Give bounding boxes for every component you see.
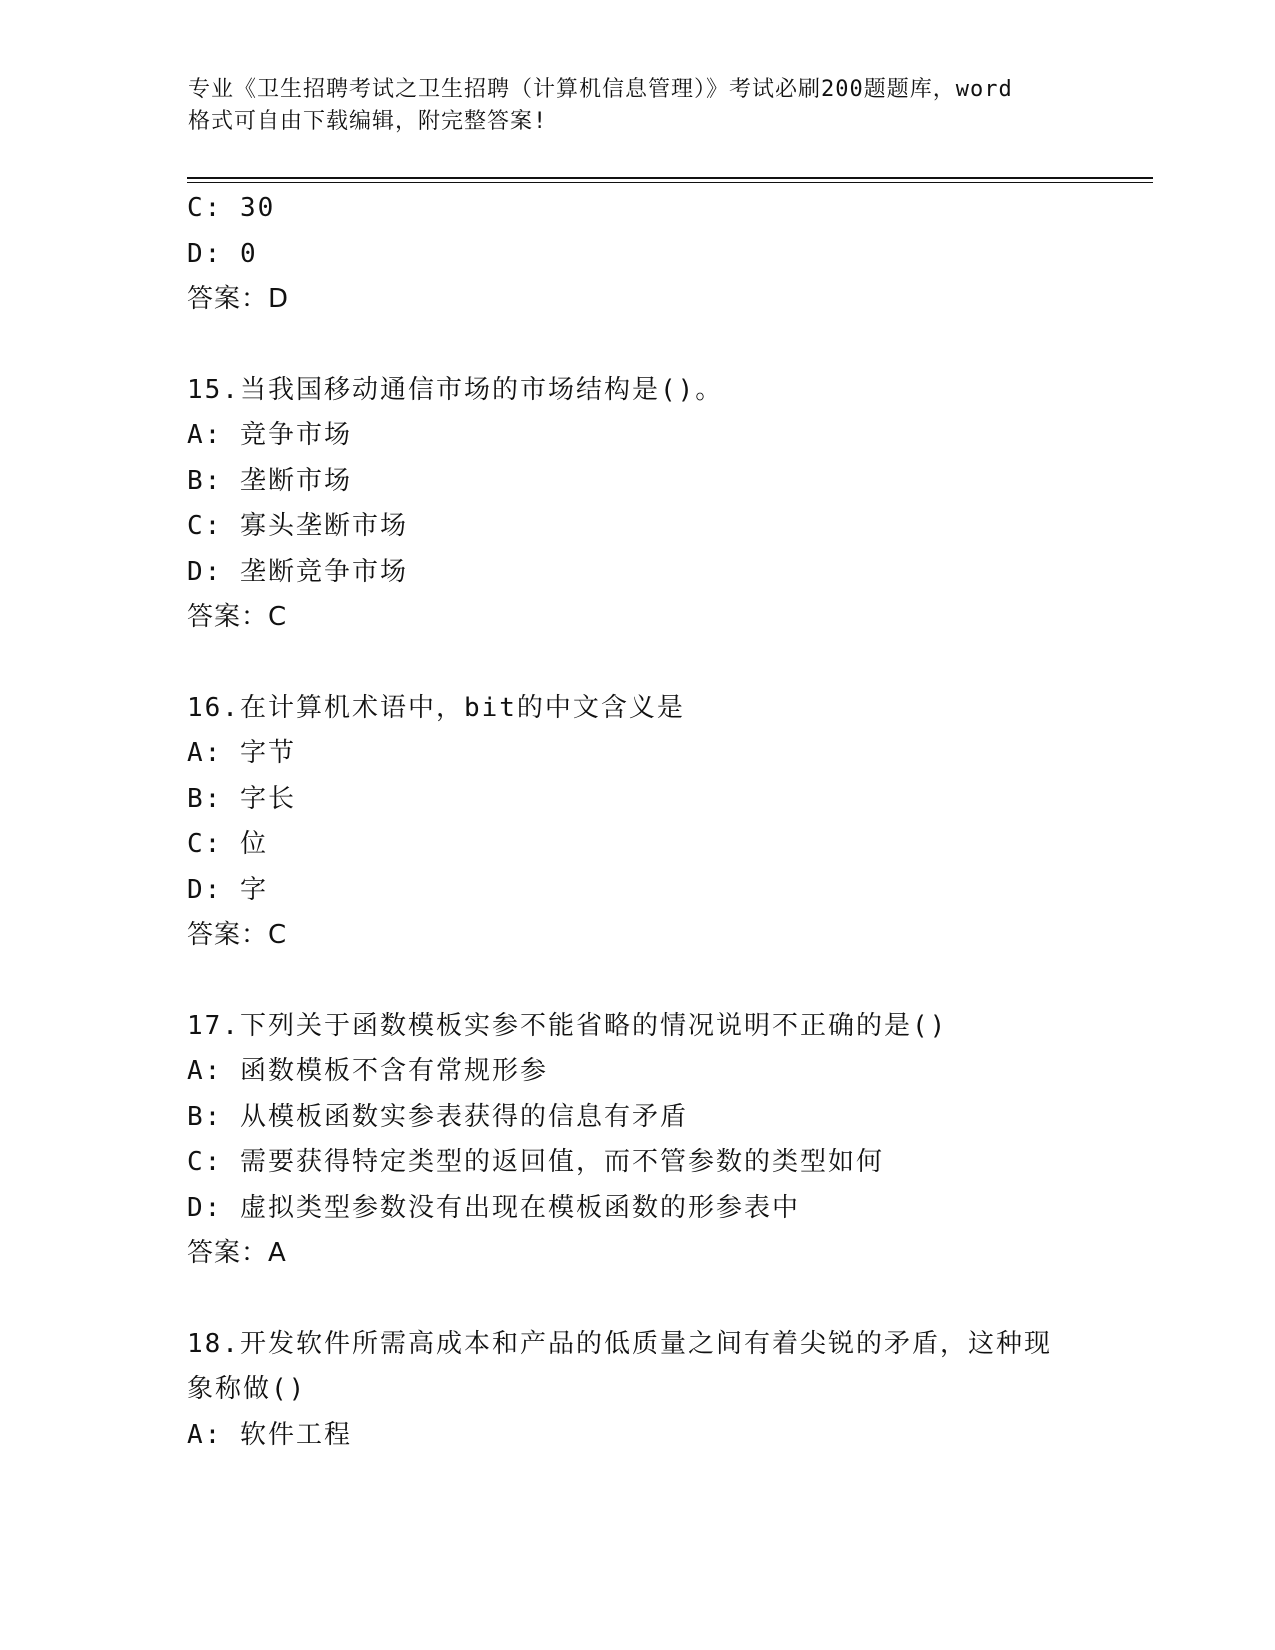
- option-c: C: 位: [187, 829, 268, 859]
- question-gap: [187, 1277, 1087, 1322]
- option-c: C: 寡头垄断市场: [187, 511, 408, 541]
- option-a: A: 函数模板不含有常规形参: [187, 1056, 548, 1086]
- document-header: [188, 74, 1088, 138]
- option-d: D: 垄断竞争市场: [187, 556, 408, 587]
- answer-line: 答案：A: [187, 1238, 287, 1268]
- question-list: [187, 186, 1087, 1458]
- option-d: D: 0: [187, 238, 258, 269]
- header-title-line-1: 专业《卫生招聘考试之卫生招聘（计算机信息管理）》考试必刷200题题库，word: [188, 77, 1013, 102]
- answer-line: 答案：C: [187, 920, 288, 950]
- question-stem-line-1: 18.开发软件所需高成本和产品的低质量之间有着尖锐的矛盾，这种现: [187, 1328, 1052, 1359]
- option-b: B: 垄断市场: [187, 465, 352, 496]
- option-c: C: 需要获得特定类型的返回值，而不管参数的类型如何: [187, 1147, 884, 1177]
- option-a: A: 竞争市场: [187, 420, 352, 450]
- header-title-line-2: 格式可自由下载编辑，附完整答案!: [188, 109, 548, 134]
- question-17: [187, 1004, 1087, 1277]
- header-divider-thin: [187, 182, 1153, 183]
- option-d: D: 字: [187, 874, 268, 905]
- question-16: [187, 686, 1087, 959]
- header-divider-thick: [187, 177, 1153, 179]
- question-stem: 17.下列关于函数模板实参不能省略的情况说明不正确的是(): [187, 1010, 948, 1041]
- answer-line: 答案：C: [187, 602, 288, 632]
- option-a: A: 软件工程: [187, 1419, 352, 1450]
- answer-line: 答案：D: [187, 284, 290, 314]
- option-d: D: 虚拟类型参数没有出现在模板函数的形参表中: [187, 1192, 800, 1223]
- option-c: C: 30: [187, 193, 276, 223]
- question-stem: 16.在计算机术语中，bit的中文含义是: [187, 692, 685, 723]
- question-stem: 15.当我国移动通信市场的市场结构是()。: [187, 374, 724, 405]
- question-stem-line-2: 象称做(): [187, 1374, 307, 1404]
- option-b: B: 字长: [187, 783, 296, 814]
- question-gap: [187, 959, 1087, 1004]
- option-b: B: 从模板函数实参表获得的信息有矛盾: [187, 1101, 688, 1132]
- question-14-tail: [187, 186, 1087, 323]
- question-gap: [187, 641, 1087, 686]
- option-a: A: 字节: [187, 738, 296, 768]
- question-15: [187, 368, 1087, 641]
- question-gap: [187, 323, 1087, 368]
- question-18: [187, 1322, 1087, 1459]
